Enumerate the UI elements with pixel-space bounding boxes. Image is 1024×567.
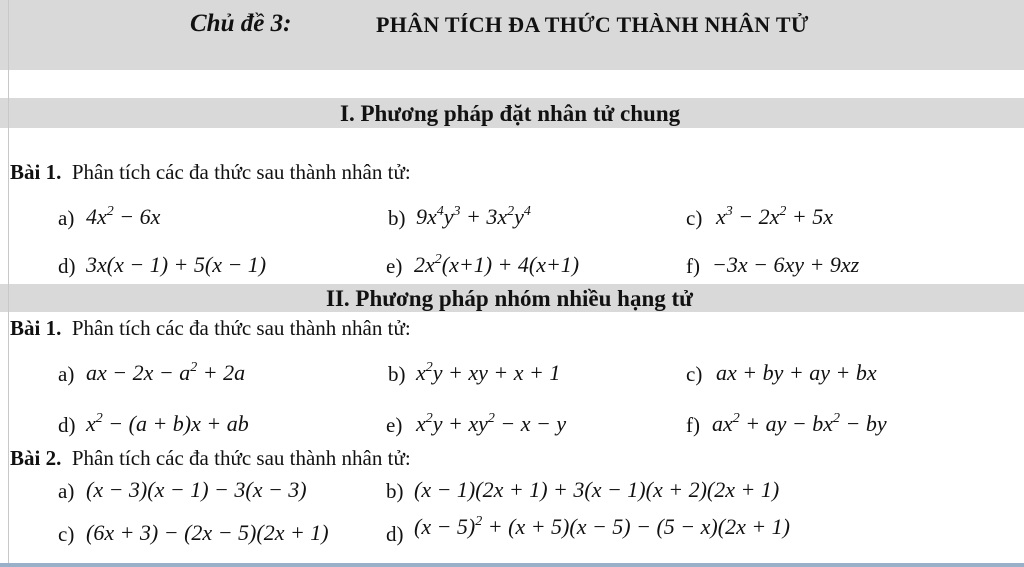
s2b2-d-expr: $(x - 5)^2 + (x + 5)(x - 5) - (5 - x)(2x + 1)$	[414, 514, 791, 539]
s1b1-c-label: c)	[686, 206, 703, 230]
s2b2-a-expr: (x − 3)(x − 1) − 3(x − 3)	[86, 477, 307, 502]
s1b1-a-expr: $4x^2 - 6x$	[86, 204, 161, 229]
s2b1-e-label: e)	[386, 413, 403, 437]
s2-bai2-label: Bài 2.	[10, 446, 62, 470]
topic-label: Chủ đề 3:	[190, 10, 292, 37]
s2-bai1-heading	[10, 318, 411, 339]
s1b1-e-expr: $2x^2(x+1) + 4(x+1)$	[414, 252, 580, 277]
s1-bai1-label: Bài 1.	[10, 160, 62, 184]
s1b1-d-expr: 3x(x − 1) + 5(x − 1)	[86, 252, 267, 277]
s2b1-b-label: b)	[388, 362, 406, 386]
s2b2-b-expr: (x − 1)(2x + 1) + 3(x − 1)(x + 2)(2x + 1)	[414, 477, 780, 502]
s2b2-a-label: a)	[58, 479, 75, 503]
s2b1-d-expr: $x^2 - (a + b)x$ + ab	[86, 411, 249, 436]
s1b1-b-expr: $9x^4y^3 + 3x^2y^4$	[416, 204, 531, 229]
page-margin-line	[8, 0, 9, 567]
s2b1-a-expr: ax − $2x - a^2 + 2a$	[86, 360, 246, 385]
section1-title: I. Phương pháp đặt nhân tử chung	[340, 101, 681, 126]
s2b1-b-expr: $x^2y$ + xy + x + 1	[416, 360, 561, 385]
s2b1-d-label: d)	[58, 413, 76, 437]
s2b1-f-label: f)	[686, 413, 700, 437]
s1b1-c-expr: $x^3 - 2x^2 + 5x$	[716, 204, 834, 229]
s2-bai2-heading	[10, 448, 411, 469]
s1b1-f-expr: −3x − 6xy + 9xz	[712, 252, 860, 277]
s2b1-e-expr: $x^2y + xy^2 - x - y$	[416, 411, 567, 436]
s1b1-e-label: e)	[386, 254, 403, 278]
s2b2-d-label: d)	[386, 522, 404, 546]
bottom-border	[0, 563, 1024, 567]
s1-bai1-prompt: Phân tích các đa thức sau thành nhân tử:	[71, 160, 411, 184]
s2b1-a-label: a)	[58, 362, 75, 386]
s1b1-d-label: d)	[58, 254, 76, 278]
s2b2-c-label: c)	[58, 522, 75, 546]
s1b1-f-label: f)	[686, 254, 700, 278]
s2b2-c-expr: (6x + 3) − (2x − 5)(2x + 1)	[86, 520, 329, 545]
s1b1-b-label: b)	[388, 206, 406, 230]
topic-title: PHÂN TÍCH ĐA THỨC THÀNH NHÂN TỬ	[376, 12, 809, 37]
s2-bai1-prompt: Phân tích các đa thức sau thành nhân tử:	[71, 316, 411, 340]
s2b1-c-label: c)	[686, 362, 703, 386]
s2-bai1-label: Bài 1.	[10, 316, 62, 340]
s2b1-f-expr: $ax^2$ + ay − $bx^2$ − by	[712, 411, 887, 436]
s1b1-a-label: a)	[58, 206, 75, 230]
s2-bai2-prompt: Phân tích các đa thức sau thành nhân tử:	[71, 446, 411, 470]
section2-title: II. Phương pháp nhóm nhiều hạng tử	[326, 286, 693, 311]
s1-bai1-heading	[10, 162, 411, 183]
s2b2-b-label: b)	[386, 479, 404, 503]
s2b1-c-expr: ax + by + ay + bx	[716, 360, 877, 385]
